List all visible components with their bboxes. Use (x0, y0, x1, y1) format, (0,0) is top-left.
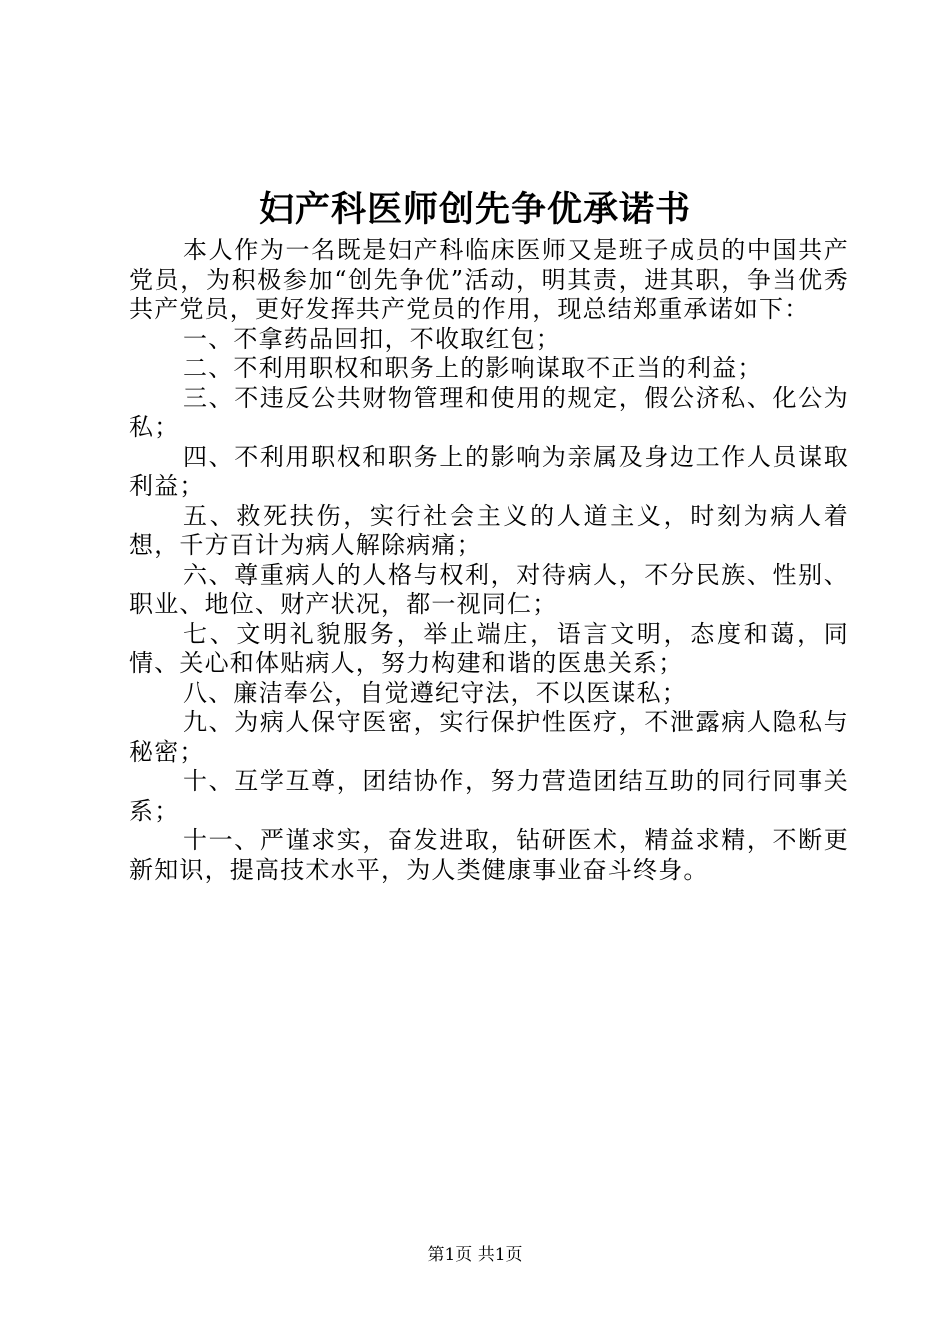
document-body (129, 236, 849, 885)
pledge-item-9: 九、为病人保守医密，实行保护性医疗，不泄露病人隐私与秘密； (129, 708, 849, 766)
pledge-item-3: 三、不违反公共财物管理和使用的规定，假公济私、化公为私； (129, 383, 849, 441)
pledge-item-6: 六、尊重病人的人格与权利，对待病人，不分民族、性别、职业、地位、财产状况，都一视同仁； (129, 560, 849, 618)
pledge-item-5: 五、救死扶伤，实行社会主义的人道主义，时刻为病人着想，千方百计为病人解除病痛； (129, 501, 849, 559)
pledge-item-1: 一、不拿药品回扣，不收取红包； (183, 324, 561, 353)
document-title: 妇产科医师创先争优承诺书 (258, 189, 691, 230)
pledge-item-2: 二、不利用职权和职务上的影响谋取不正当的利益； (183, 354, 763, 382)
pledge-item-11: 十一、严谨求实，奋发进取，钻研医术，精益求精，不断更新知识，提高技术水平，为人类健康事业奋斗终身。 (129, 826, 849, 884)
pledge-item-4: 四、不利用职权和职务上的影响为亲属及身边工作人员谋取利益； (129, 442, 849, 500)
intro-paragraph: 本人作为一名既是妇产科临床医师又是班子成员的中国共产党员，为积极参加“创先争优”活动，明其责，进其职，争当优秀共产党员，更好发挥共产党员的作用，现总结郑重承诺如下： (129, 236, 849, 323)
page-number-footer: 第1页 共1页 (427, 1245, 523, 1265)
pledge-item-8: 八、廉洁奉公，自觉遵纪守法，不以医谋私； (183, 678, 687, 707)
pledge-item-10: 十、互学互尊，团结协作，努力营造团结互助的同行同事关系； (129, 767, 849, 825)
pledge-item-7: 七、文明礼貌服务，举止端庄，语言文明，态度和蔼，同情、关心和体贴病人，努力构建和谐的医患关系； (129, 619, 849, 677)
